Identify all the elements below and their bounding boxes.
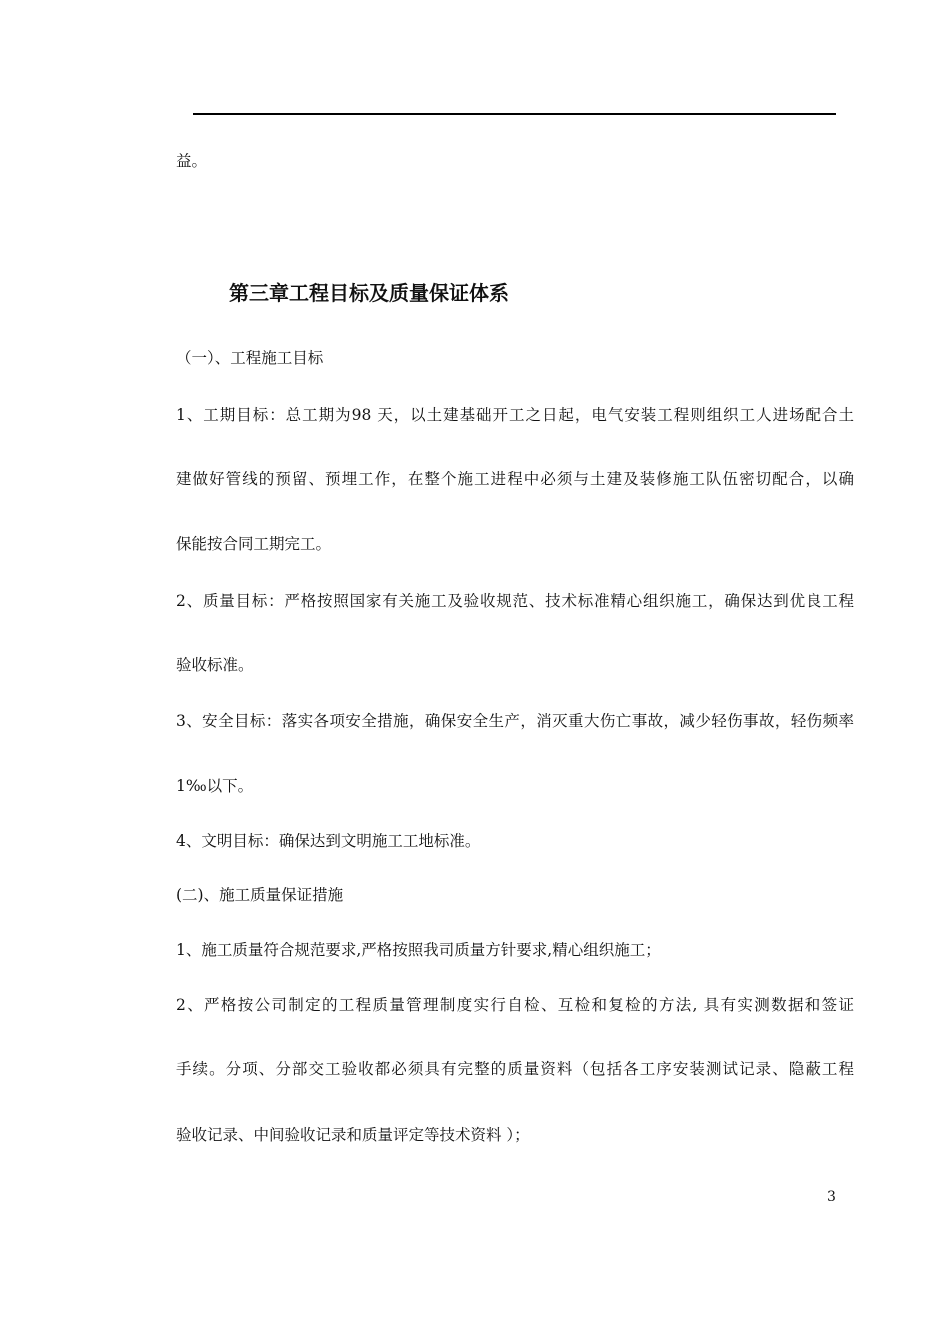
paragraph-line: 建做好管线的预留、预埋工作，在整个施工进程中必须与土建及装修施工队伍密切配合，以确 (176, 470, 854, 488)
paragraph-line: 手续。分项、分部交工验收都必须具有完整的质量资料（包括各工序安装测试记录、隐蔽工程 (176, 1060, 854, 1078)
header-rule (193, 113, 836, 115)
page-number: 3 (827, 1189, 836, 1205)
paragraph-line: 2、质量目标：严格按照国家有关施工及验收规范、技术标准精心组织施工，确保达到优良工程 (176, 592, 854, 610)
continuation-text: 益。 (176, 152, 208, 170)
paragraph-line: 4、文明目标：确保达到文明施工工地标准。 (176, 832, 481, 850)
paragraph-line: 1、工期目标：总工期为98 天，以土建基础开工之日起，电气安装工程则组织工人进场配合土 (176, 406, 854, 424)
chapter-title: 第三章工程目标及质量保证体系 (229, 281, 509, 305)
paragraph-line: 2、严格按公司制定的工程质量管理制度实行自检、互检和复检的方法, 具有实测数据和签证 (176, 996, 854, 1014)
paragraph-line: 验收标准。 (176, 656, 254, 674)
paragraph-line: 验收记录、中间验收记录和质量评定等技术资料 ）； (176, 1126, 530, 1144)
paragraph-line: 3、安全目标：落实各项安全措施，确保安全生产，消灭重大伤亡事故，减少轻伤事故，轻伤频率 (176, 712, 854, 730)
paragraph-line: 1‰以下。 (176, 777, 254, 795)
paragraph-line: 1、施工质量符合规范要求,严格按照我司质量方针要求,精心组织施工； (176, 941, 661, 959)
paragraph-line: 保能按合同工期完工。 (176, 535, 332, 553)
section-two-heading: (二)、施工质量保证措施 (176, 886, 344, 904)
section-one-heading: （一）、工程施工目标 (176, 349, 324, 367)
